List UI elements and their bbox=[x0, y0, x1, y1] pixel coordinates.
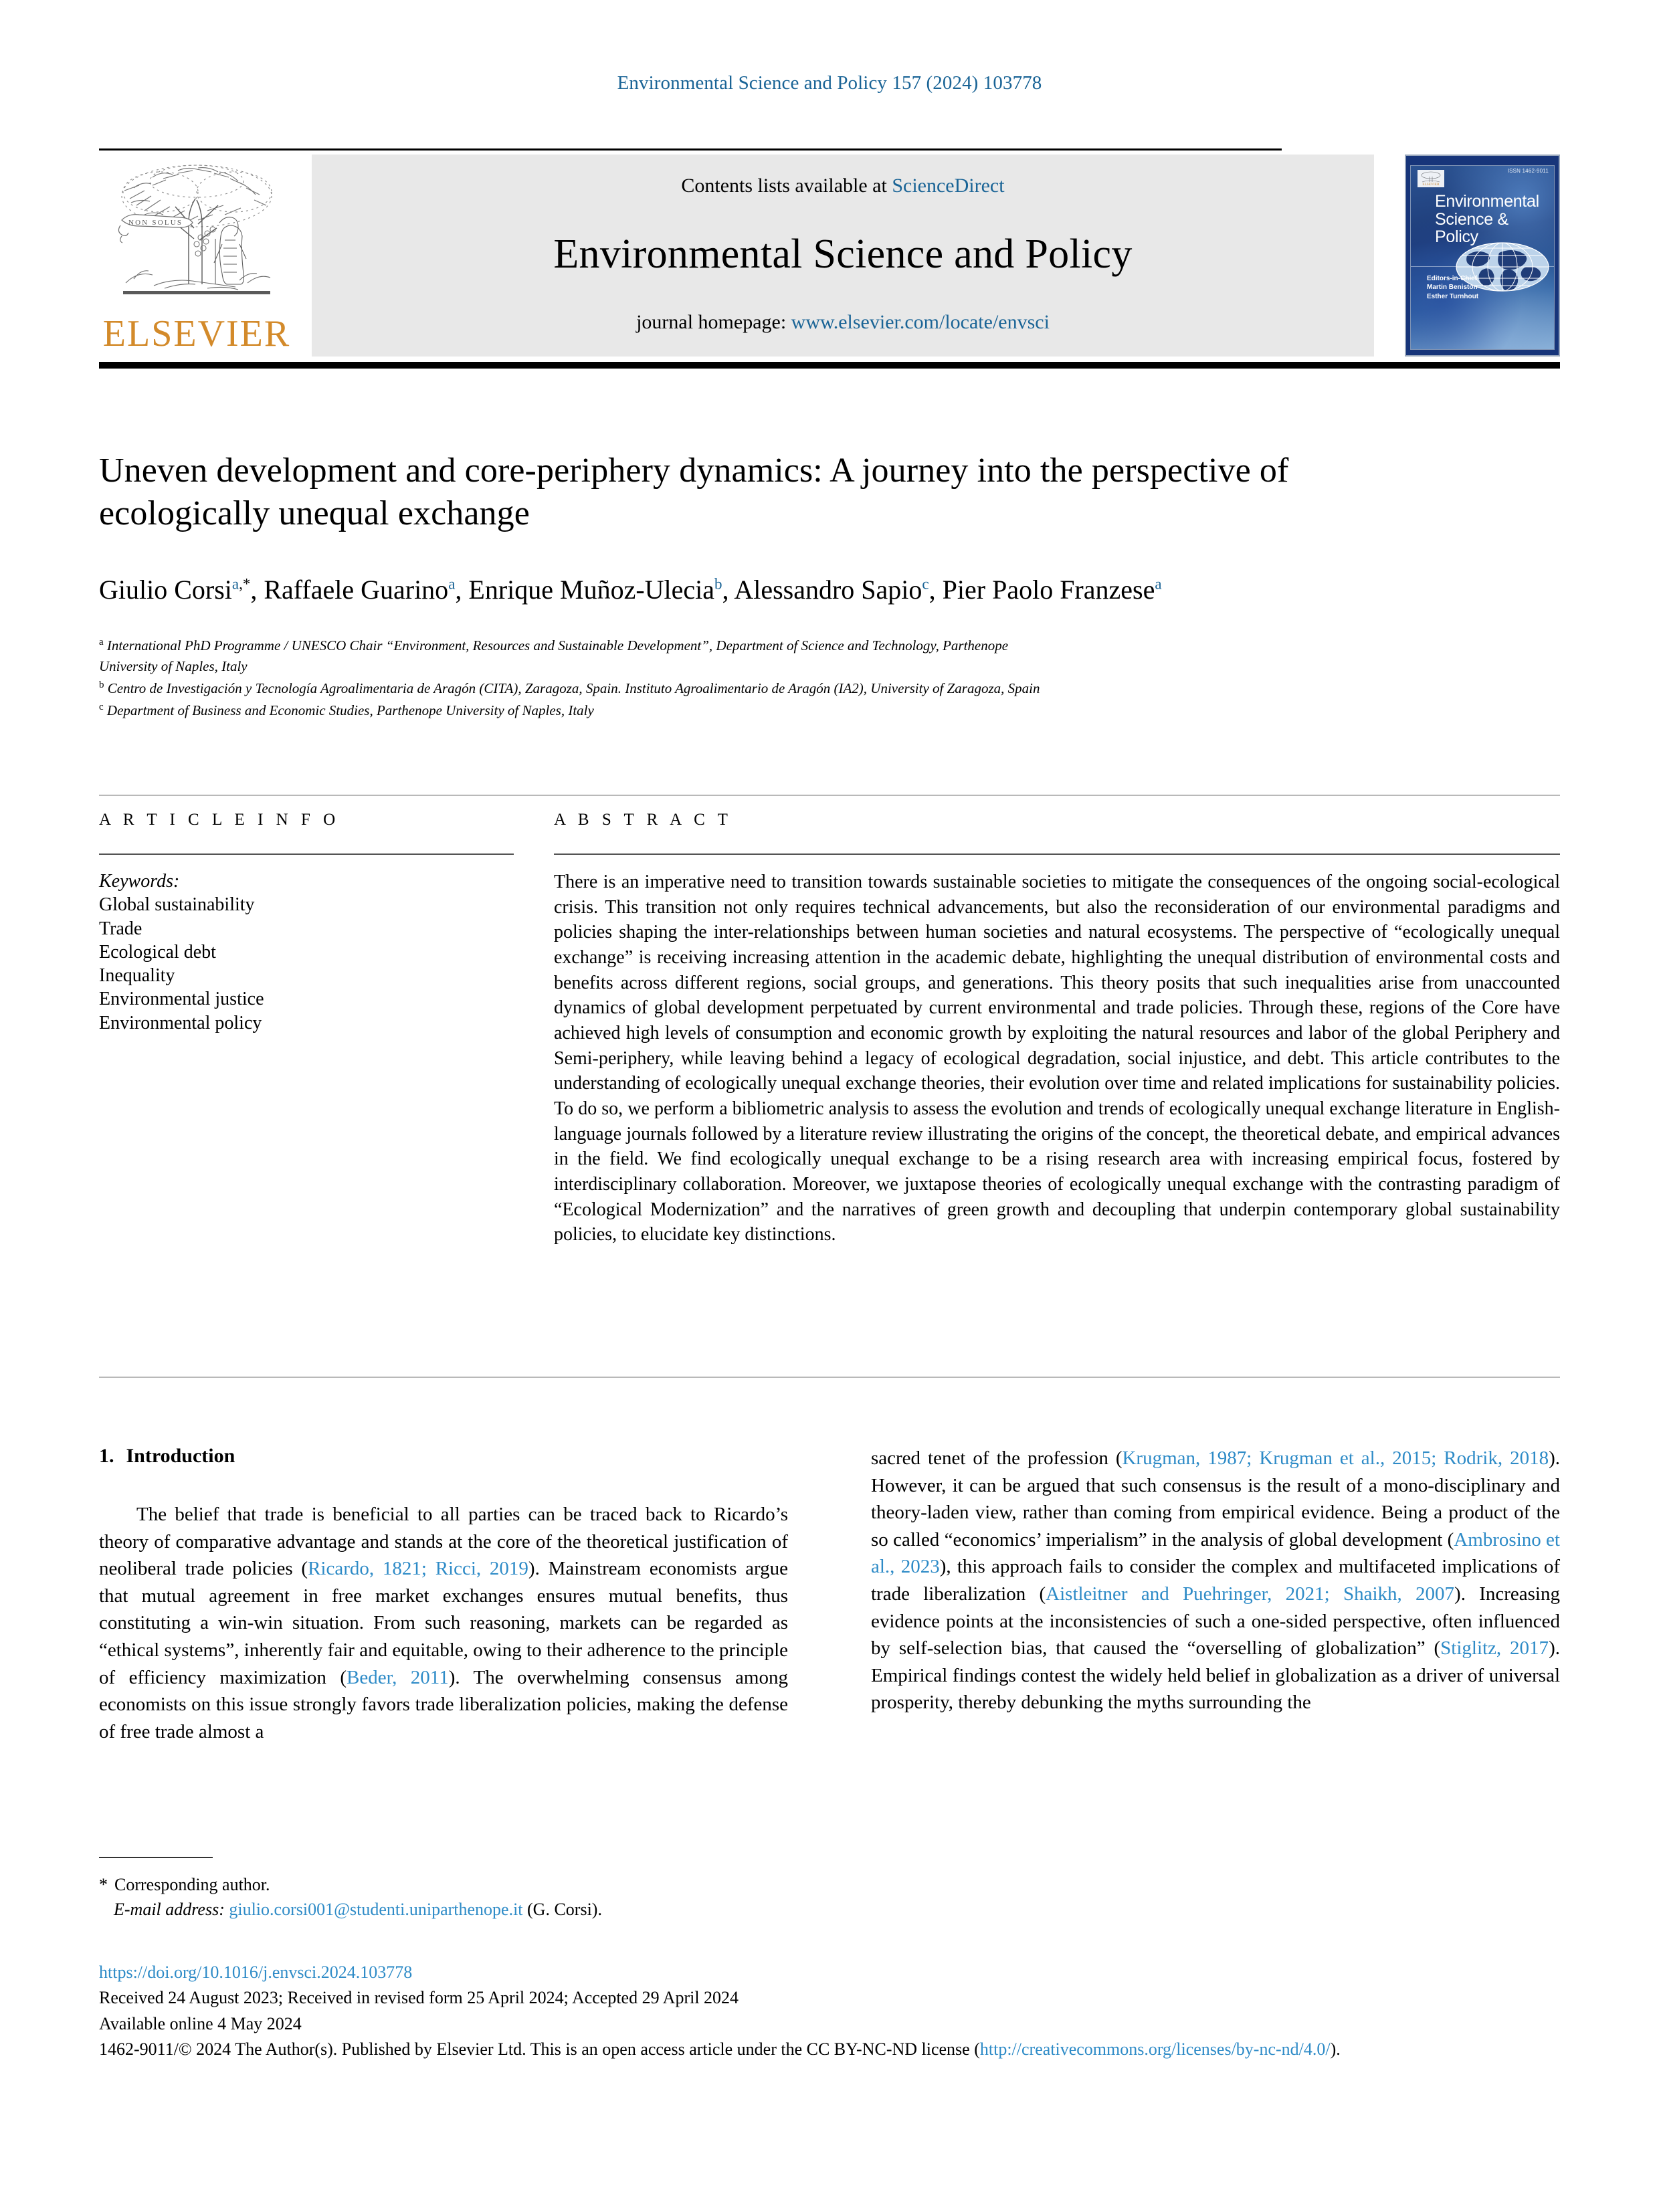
author-affiliation-marker[interactable]: a bbox=[231, 575, 239, 593]
affiliation-item bbox=[99, 635, 1350, 657]
copyright-text: 1462-9011/© 2024 The Author(s). Published by Elsevier Ltd. This is an open access article under the CC BY-NC-ND license ( bbox=[99, 2039, 980, 2059]
corresponding-author-label: Corresponding author. bbox=[114, 1875, 270, 1894]
info-abstract-block bbox=[99, 811, 1560, 1247]
section-heading-introduction bbox=[99, 1445, 788, 1468]
article-info-rule bbox=[99, 853, 514, 855]
citation-link[interactable]: Stiglitz, 2017 bbox=[1440, 1637, 1549, 1660]
author-affiliation-marker[interactable]: c bbox=[922, 575, 929, 593]
journal-title: Environmental Science and Policy bbox=[553, 231, 1133, 277]
affiliation-text: International PhD Programme / UNESCO Chair “Environment, Resources and Sustainable Development”, Department of Science and Technology, Parthenope bbox=[103, 637, 1009, 653]
section-number: 1. bbox=[99, 1445, 114, 1467]
cover-journal-title bbox=[1435, 193, 1539, 246]
email-label: E-mail address: bbox=[114, 1899, 225, 1919]
author-name: Alessandro Sapio bbox=[734, 574, 922, 605]
keywords-block bbox=[99, 870, 514, 1035]
article-title: Uneven development and core-periphery dynamics: A journey into the perspective of ecologically unequal exchange bbox=[99, 451, 1289, 533]
keyword-item: Inequality bbox=[99, 965, 175, 987]
citation-link[interactable]: Ambrosino et al., 2023 bbox=[871, 1528, 1560, 1578]
author-list: Giulio Corsi$^{a,*}$, Raffaele Guarino$^a$, Enrique Muñoz-Ulecia$^b$, Alessandro Sapio$^c$, Pier Paolo Franzese$^a$ bbox=[99, 574, 1162, 605]
footer-block bbox=[99, 1960, 1560, 2063]
affiliation-list bbox=[99, 635, 1350, 722]
article-info-heading: A R T I C L E I N F O bbox=[99, 811, 340, 829]
section-title: Introduction bbox=[126, 1445, 235, 1467]
footnote-block bbox=[99, 1873, 1036, 1922]
running-head: Environmental Science and Policy 157 (2024) 103778 bbox=[617, 72, 1042, 94]
info-bottom-separator bbox=[99, 1377, 1560, 1378]
email-note bbox=[99, 1898, 1036, 1922]
citation-link[interactable]: Beder, 2011 bbox=[347, 1666, 449, 1688]
cover-tree-icon bbox=[1420, 171, 1442, 183]
info-top-separator bbox=[99, 795, 1560, 796]
article-info-column bbox=[99, 811, 514, 1247]
citation-link[interactable]: Krugman, 1987; Krugman et al., 2015; Rodrik, 2018 bbox=[1122, 1447, 1549, 1469]
affiliation-marker: c bbox=[99, 702, 104, 713]
abstract-column bbox=[554, 811, 1560, 1247]
author-name: Giulio Corsi bbox=[99, 574, 232, 605]
citation-link[interactable]: Aistleitner and Puehringer, 2021; Shaikh, 2007 bbox=[1046, 1583, 1455, 1605]
received-dates: Received 24 August 2023; Received in revised form 25 April 2024; Accepted 29 April 2024 bbox=[99, 1988, 739, 2008]
contents-prefix: Contents lists available at bbox=[681, 175, 892, 197]
cover-editors-label: Editors-in-Chief bbox=[1427, 275, 1477, 282]
affiliation-marker: a bbox=[99, 636, 104, 647]
keywords-items bbox=[99, 893, 514, 1035]
abstract-rule bbox=[554, 853, 1560, 855]
cover-elsevier-logo bbox=[1418, 170, 1444, 187]
affiliation-text: Department of Business and Economic Studies, Parthenope University of Naples, Italy bbox=[103, 702, 594, 719]
masthead-center-panel bbox=[312, 155, 1374, 357]
available-online: Available online 4 May 2024 bbox=[99, 2013, 302, 2033]
keyword-item: Trade bbox=[99, 918, 142, 939]
cover-editor-1: Martin Beniston bbox=[1427, 284, 1478, 292]
masthead-bottom-rule bbox=[99, 362, 1560, 369]
sciencedirect-link[interactable]: ScienceDirect bbox=[892, 175, 1005, 197]
journal-homepage-line bbox=[636, 311, 1050, 334]
body-column-left bbox=[99, 1445, 788, 1745]
cover-editor-2: Esther Turnhout bbox=[1427, 292, 1479, 300]
affiliation-item bbox=[99, 678, 1350, 700]
cover-title-line-2: Science & bbox=[1435, 209, 1508, 229]
body-paragraph-left: The belief that trade is beneficial to all parties can be traced back to Ricardo’s theory of comparative advantage and stands at the core of the theoretical justification of neoliberal trade policies (Ricardo, 1821; Ricci, 2019). Mainstream economists argue that mutual agreement in free market exchanges ensures mutual benefits, thus constituting a win-win situation. From such reasoning, markets can be regarded as “ethical systems”, inherently fair and equitable, owing to their adherence to the principle of efficiency maximization (Beder, 2011). The overwhelming consensus among economists on this issue strongly favors trade liberalization policies, making the defense of free trade almost a bbox=[99, 1504, 788, 1742]
affiliation-text-continued: University of Naples, Italy bbox=[99, 658, 248, 675]
abstract-text: There is an imperative need to transition towards sustainable societies to mitigate the consequences of the ongoing social-ecological crisis. This transition not only requires technical advancements, but also the reconsideration of our environmental paradigms and policies shaping the inter-relationships between human societies and natural ecosystems. The perspective of “ecologically unequal exchange” is receiving increasing attention in the academic debate, highlighting the unequal distribution of environmental costs and benefits across different regions, social groups, and generations. This theory posits that such inequalities arise from unaccounted dynamics of global development perpetuated by current environmental and trade policies. Through these, regions of the Core have achieved high levels of consumption and economic growth by exploiting the natural resources and labor of the global Periphery and Semi-periphery, while leaving behind a legacy of ecological degradation, social injustice, and debt. This article contributes to the understanding of ecologically unequal exchange theories, their evolution over time and related implications for sustainability policies. To do so, we perform a bibliometric analysis to assess the evolution and trends of ecologically unequal exchange literature in English-language journals followed by a literature review illustrating the origins of the concept, the theoretical debate, and empirical advances in the field. We find ecologically unequal exchange to be a rising research area with increasing empirical focus, fostered by interdisciplinary collaboration. Moreover, we juxtapose theories of ecologically unequal exchange with the contrasting paradigm of “Ecological Modernization” and the narratives of green growth and decoupling that underpin contemporary global sustainability policies, to elucidate key distinctions. bbox=[554, 872, 1560, 1245]
copyright-suffix: ). bbox=[1330, 2039, 1341, 2059]
cover-issn-label: ISSN 1462-9011 bbox=[1507, 168, 1549, 174]
body-column-right bbox=[871, 1445, 1560, 1745]
affiliation-text: Centro de Investigación y Tecnología Agroalimentaria de Aragón (CITA), Zaragoza, Spain. Instituto Agroalimentario de Aragón (IA2), University of Zaragoza, Spain bbox=[104, 680, 1040, 697]
footnote-rule bbox=[99, 1857, 213, 1858]
affiliation-marker: b bbox=[99, 680, 104, 691]
license-link[interactable]: http://creativecommons.org/licenses/by-nc-nd/4.0/ bbox=[979, 2039, 1331, 2059]
cover-title-line-1: Environmental bbox=[1435, 192, 1539, 211]
homepage-prefix: journal homepage: bbox=[636, 311, 791, 333]
keyword-item: Environmental policy bbox=[99, 1012, 262, 1033]
cover-title-line-3: Policy bbox=[1435, 227, 1478, 246]
author-corresponding-marker[interactable]: ,* bbox=[239, 575, 251, 593]
contents-lists-line bbox=[681, 175, 1004, 197]
corresponding-author-note bbox=[99, 1873, 1036, 1898]
affiliation-item bbox=[99, 700, 1350, 722]
email-address-link[interactable]: giulio.corsi001@studenti.uniparthenope.it bbox=[229, 1899, 523, 1919]
author-affiliation-marker[interactable]: a bbox=[448, 575, 456, 593]
journal-cover-thumbnail[interactable] bbox=[1405, 155, 1560, 357]
author-name: Pier Paolo Franzese bbox=[942, 574, 1155, 605]
article-body bbox=[99, 1445, 1560, 1745]
author-affiliation-marker[interactable]: b bbox=[714, 575, 722, 593]
citation-link[interactable]: Ricardo, 1821; Ricci, 2019 bbox=[308, 1558, 528, 1580]
body-paragraph-right: sacred tenet of the profession (Krugman, 1987; Krugman et al., 2015; Rodrik, 2018). However, it can be argued that such consensus is the result of a mono-disciplinary and theory-laden view, rather than coming from empirical evidence. Being a product of the so called “economics’ imperialism” in the analysis of global development (Ambrosino et al., 2023), this approach fails to consider the complex and multifaceted implications of trade liberalization (Aistleitner and Puehringer, 2021; Shaikh, 2007). Increasing evidence points at the inconsistencies of such a one-sided perspective, often influenced by self-selection bias, that caused the “overselling of globalization” (Stiglitz, 2017). Empirical findings contest the widely held belief in globalization as a driver of universal prosperity, thereby debunking the myths surrounding the bbox=[871, 1447, 1560, 1714]
email-owner: (G. Corsi). bbox=[527, 1899, 602, 1919]
keywords-label: Keywords: bbox=[99, 871, 180, 892]
journal-masthead bbox=[99, 148, 1560, 369]
keyword-item: Global sustainability bbox=[99, 894, 255, 916]
abstract-heading: A B S T R A C T bbox=[554, 811, 733, 829]
keyword-item: Environmental justice bbox=[99, 989, 264, 1010]
copyright-line bbox=[99, 2037, 1560, 2062]
elsevier-motto-text: NON SOLUS bbox=[128, 219, 183, 227]
cover-elsevier-wordmark: ELSEVIER bbox=[1422, 183, 1440, 187]
masthead-top-rule bbox=[99, 148, 1282, 150]
elsevier-wordmark: ELSEVIER bbox=[102, 313, 291, 355]
cover-editors-block bbox=[1427, 274, 1478, 301]
corresponding-author-marker: * bbox=[99, 1875, 108, 1894]
elsevier-tree-icon bbox=[114, 159, 280, 304]
doi-link[interactable]: https://doi.org/10.1016/j.envsci.2024.103778 bbox=[99, 1963, 413, 1982]
author-affiliation-marker[interactable]: a bbox=[1155, 575, 1162, 593]
elsevier-logo bbox=[99, 155, 294, 357]
keyword-item: Ecological debt bbox=[99, 941, 216, 963]
article-title-block bbox=[99, 449, 1350, 722]
journal-homepage-link[interactable]: www.elsevier.com/locate/envsci bbox=[791, 311, 1050, 333]
author-name: Raffaele Guarino bbox=[264, 574, 449, 605]
cover-artwork bbox=[1410, 165, 1555, 350]
author-name: Enrique Muñoz-Ulecia bbox=[468, 574, 715, 605]
